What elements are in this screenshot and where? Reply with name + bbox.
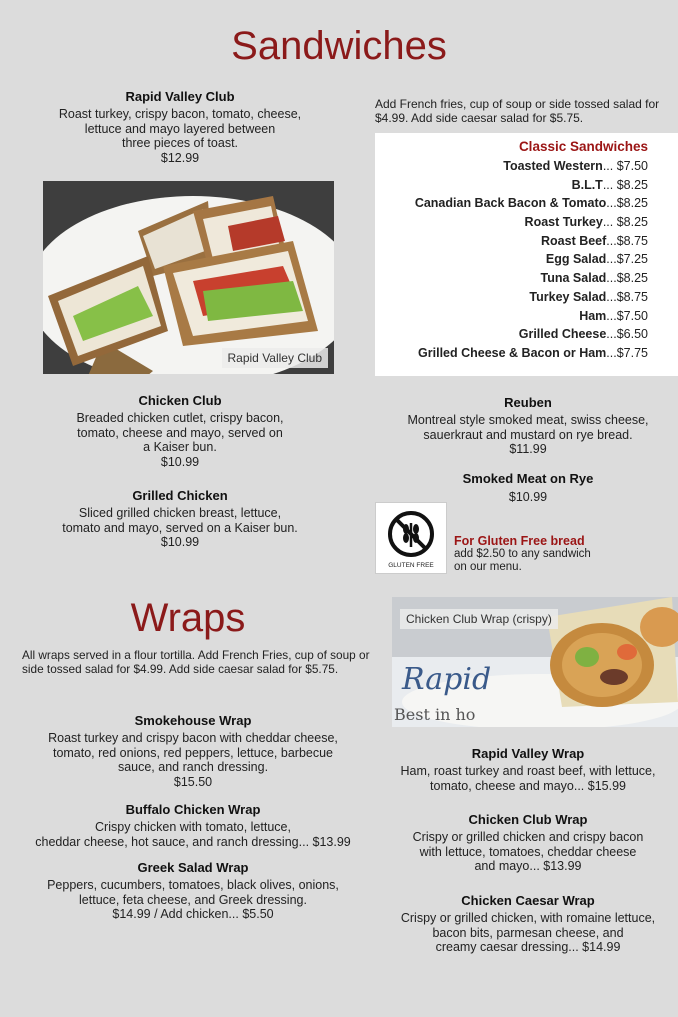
classic-item: Ham...$7.50: [579, 308, 648, 323]
sandwiches-title: Sandwiches: [231, 24, 447, 68]
classic-item: Tuna Salad...$8.25: [540, 271, 648, 286]
item-description: Roast turkey, crispy bacon, tomato, cheese, lettuce and mayo layered between three pieces of toast. $12.99: [40, 107, 320, 165]
reuben-item: [378, 395, 678, 457]
classic-item: Egg Salad...$7.25: [545, 252, 648, 267]
gluten-free-icon-label: GLUTEN FREE: [388, 562, 434, 569]
chicken-club-item: [40, 393, 320, 469]
item-name: Smoked Meat on Rye: [462, 471, 594, 486]
rapid-valley-wrap-item: [378, 746, 678, 793]
item-description: Ham, roast turkey and roast beef, with lettuce, tomato, cheese and mayo... $15.99: [400, 764, 656, 793]
item-name: Reuben: [504, 395, 552, 410]
item-name: Rapid Valley Club: [125, 89, 235, 104]
item-name: Greek Salad Wrap: [137, 860, 249, 875]
chicken-club-wrap-item: [378, 812, 678, 874]
item-description: Sliced grilled chicken breast, lettuce, tomato and mayo, served on a Kaiser bun. $10.99: [30, 506, 330, 550]
wraps-note: All wraps served in a flour tortilla. Add French Fries, cup of soup or side tossed salad for $4.99. Add side caesar salad for $5.75.: [22, 648, 370, 676]
item-name: Chicken Club: [138, 393, 222, 408]
rapid-valley-club-item: [40, 89, 320, 165]
item-description: Breaded chicken cutlet, crispy bacon, tomato, cheese and mayo, served on a Kaiser bun. $10.99: [40, 411, 320, 469]
classic-item: B.L.T... $8.25: [571, 177, 648, 192]
photo-caption: Rapid Valley Club: [222, 348, 329, 368]
item-name: Buffalo Chicken Wrap: [125, 802, 261, 817]
classic-item: Grilled Cheese...$6.50: [518, 327, 648, 342]
classic-item: Toasted Western... $7.50: [503, 159, 648, 173]
classic-sandwiches-box: [375, 133, 678, 376]
classic-item: Turkey Salad...$8.75: [529, 289, 648, 304]
buffalo-chicken-wrap-item: [18, 802, 368, 849]
photo-sign-text: Rapid: [402, 662, 492, 697]
grilled-chicken-item: [30, 488, 330, 550]
item-price: $12.99: [160, 150, 200, 165]
item-name: Grilled Chicken: [132, 488, 228, 503]
item-price: $15.50: [173, 774, 213, 789]
item-description: Roast turkey and crispy bacon with cheddar cheese, tomato, red onions, red peppers, lettuce, barbecue sauce, and ranch dressing. $15.50: [18, 731, 368, 789]
item-name: Smokehouse Wrap: [134, 713, 252, 728]
photo-sign-text-2: Best in ho: [394, 705, 476, 724]
item-description: Montreal style smoked meat, swiss cheese, sauerkraut and mustard on rye bread. $11.99: [378, 413, 678, 457]
item-description: Crispy or grilled chicken and crispy bacon with lettuce, tomatoes, cheddar cheese and mayo... $13.99: [412, 830, 644, 874]
smoked-meat-item: [378, 471, 678, 505]
sandwich-addon-note: Add French fries, cup of soup or side tossed salad for $4.99. Add side caesar salad for $5.75.: [375, 97, 660, 125]
item-price: $10.99: [508, 490, 548, 504]
item-description: Crispy or grilled chicken, with romaine lettuce, bacon bits, parmesan cheese, and creamy caesar dressing... $14.99: [400, 911, 656, 955]
item-description: Peppers, cucumbers, tomatoes, black olives, onions, lettuce, feta cheese, and Greek dressing. $14.99 / Add chicken... $5.50: [47, 878, 339, 922]
item-name: Rapid Valley Wrap: [471, 746, 585, 761]
chicken-caesar-wrap-item: [378, 893, 678, 955]
item-name: Chicken Caesar Wrap: [461, 893, 595, 908]
item-price: $11.99: [509, 442, 547, 457]
item-price: $10.99: [160, 535, 200, 550]
item-description: Crispy chicken with tomato, lettuce, cheddar cheese, hot sauce, and ranch dressing... $13.99: [35, 820, 351, 849]
item-name: Chicken Club Wrap: [468, 812, 588, 827]
greek-salad-wrap-item: [18, 860, 368, 922]
photo-caption: Chicken Club Wrap (crispy): [400, 609, 558, 629]
smokehouse-wrap-item: [18, 713, 368, 789]
sandwich-image: [43, 181, 334, 374]
wraps-title: Wraps: [130, 596, 246, 640]
gluten-free-badge: [375, 502, 447, 574]
gluten-free-note: [454, 534, 674, 574]
item-price: $10.99: [160, 454, 200, 469]
chicken-club-wrap-photo: [392, 597, 678, 727]
classic-item: Roast Turkey... $8.25: [524, 215, 648, 230]
classic-item: Grilled Cheese & Bacon or Ham...$7.75: [418, 345, 648, 360]
classic-item: Roast Beef...$8.75: [541, 233, 648, 248]
classic-sandwiches-title: Classic Sandwiches: [518, 139, 648, 154]
classic-item: Canadian Back Bacon & Tomato...$8.25: [414, 196, 648, 211]
rapid-valley-club-photo: [43, 181, 334, 374]
gluten-free-desc: add $2.50 to any sandwich on our menu.: [454, 548, 591, 573]
gluten-free-title: For Gluten Free bread: [454, 534, 585, 548]
